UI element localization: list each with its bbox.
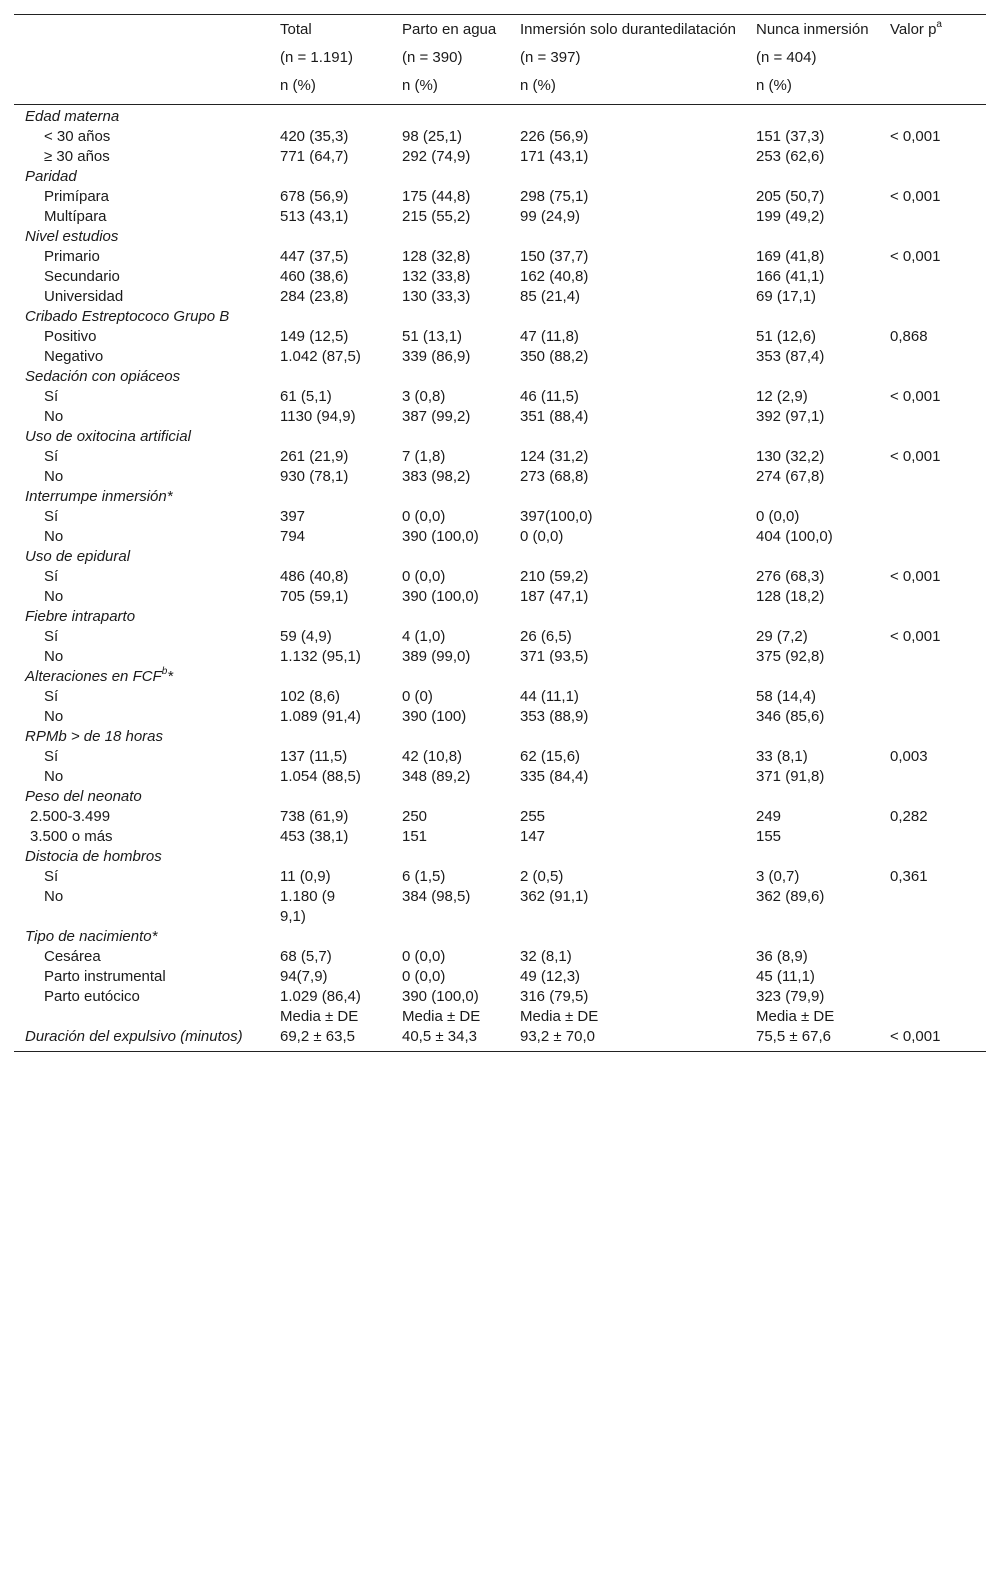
cell-never: 199 (49,2) [756, 208, 825, 225]
cell-water: 390 (100) [402, 708, 467, 725]
cell-dilation: Media ± DE [520, 1008, 599, 1025]
cell-dilation: 99 (24,9) [520, 208, 581, 225]
cell-dilation: 47 (11,8) [520, 328, 579, 345]
cell-total: 261 (21,9) [280, 448, 349, 465]
section-label [14, 307, 986, 327]
cell-never: 375 (92,8) [756, 648, 825, 665]
cell-dilation: 353 (88,9) [520, 708, 589, 725]
cell-water: 128 (32,8) [402, 248, 471, 265]
section-row [14, 787, 986, 807]
row-label: Duración del expulsivo (minutos) [14, 1027, 280, 1052]
section-label-text: Edad materna [25, 108, 120, 125]
header-row-labels [14, 15, 986, 49]
cell-never: 346 (85,6) [756, 708, 825, 725]
section-label [14, 927, 986, 947]
cell-dilation: 26 (6,5) [520, 628, 572, 645]
cell-total: 460 (38,6) [280, 268, 349, 285]
table-row [14, 827, 986, 847]
cell-p-value [890, 207, 986, 227]
row-label: ≥ 30 años [44, 148, 110, 165]
section-label [14, 847, 986, 867]
header-p-label: Valor p [890, 21, 937, 38]
cell-total: 94(7,9) [280, 968, 328, 985]
cell-water: 250 [402, 808, 428, 825]
table-row [14, 147, 986, 167]
header-pct-total: n (%) [280, 76, 402, 105]
cell-total: 1.180 (9 9,1) [280, 888, 336, 925]
cell-p-value [890, 287, 986, 307]
cell-water: 383 (98,2) [402, 468, 471, 485]
section-row [14, 667, 986, 687]
cell-never: 353 (87,4) [756, 348, 825, 365]
header-row-n [14, 48, 986, 76]
cell-water: 7 (1,8) [402, 448, 446, 465]
cell-water: 151 [402, 828, 428, 845]
cell-water: 3 (0,8) [402, 388, 446, 405]
cell-water: 390 (100,0) [402, 988, 479, 1005]
table-row [14, 887, 986, 927]
cell-never: 33 (8,1) [756, 748, 808, 765]
cell-water: 4 (1,0) [402, 628, 446, 645]
row-label: No [44, 648, 64, 665]
cell-dilation: 298 (75,1) [520, 188, 589, 205]
section-label [14, 607, 986, 627]
table-row [14, 687, 986, 707]
header-p-footnote: a [936, 19, 942, 30]
cell-p-value [890, 987, 986, 1007]
cell-dilation: 226 (56,9) [520, 128, 589, 145]
section-label [14, 667, 986, 687]
cell-water: 292 (74,9) [402, 148, 471, 165]
cell-water: 390 (100,0) [402, 528, 479, 545]
header-n-total: (n = 1.191) [280, 49, 353, 66]
cell-p-value [890, 507, 986, 527]
header-empty [14, 15, 280, 49]
cell-total: 678 (56,9) [280, 188, 349, 205]
cell-p-value [890, 707, 986, 727]
cell-never: 274 (67,8) [756, 468, 825, 485]
cell-p-value: 0,282 [890, 808, 928, 825]
cell-p-value: < 0,001 [890, 1027, 986, 1052]
header-pct-never: n (%) [756, 76, 890, 105]
row-label: Sí [44, 688, 59, 705]
cell-water: 348 (89,2) [402, 768, 471, 785]
table-row [14, 747, 986, 767]
cell-never: 75,5 ± 67,6 [756, 1027, 890, 1052]
table-row [14, 867, 986, 887]
cell-total: 1.054 (88,5) [280, 768, 361, 785]
cell-p-value [890, 347, 986, 367]
header-n-water: (n = 390) [402, 49, 463, 66]
row-label: Sí [44, 748, 59, 765]
cell-dilation: 93,2 ± 70,0 [520, 1027, 756, 1052]
cell-water: 215 (55,2) [402, 208, 471, 225]
section-label [14, 427, 986, 447]
cell-water: 51 (13,1) [402, 328, 463, 345]
row-label: Secundario [44, 268, 120, 285]
row-label: Negativo [44, 348, 104, 365]
table-row [14, 807, 986, 827]
cell-never: 392 (97,1) [756, 408, 825, 425]
table-row [14, 567, 986, 587]
cell-p-value [890, 587, 986, 607]
section-row [14, 487, 986, 507]
cell-dilation: 150 (37,7) [520, 248, 589, 265]
cell-never: 130 (32,2) [756, 448, 825, 465]
cell-p-value: < 0,001 [890, 248, 941, 265]
cell-dilation: 316 (79,5) [520, 988, 589, 1005]
cell-total: 69,2 ± 63,5 [280, 1027, 402, 1052]
cell-water: 387 (99,2) [402, 408, 471, 425]
section-row [14, 105, 986, 128]
table-row [14, 627, 986, 647]
header-row-units [14, 76, 986, 105]
cell-water: 0 (0,0) [402, 508, 446, 525]
cell-never: 276 (68,3) [756, 568, 825, 585]
section-label [14, 487, 986, 507]
table-row [14, 247, 986, 267]
cell-never: 0 (0,0) [756, 508, 800, 525]
row-label: Parto eutócico [44, 988, 140, 1005]
cell-never: 58 (14,4) [756, 688, 817, 705]
section-row [14, 847, 986, 867]
cell-dilation: 85 (21,4) [520, 288, 581, 305]
row-label: No [44, 768, 64, 785]
cell-never: 371 (91,8) [756, 768, 825, 785]
table-row [14, 1027, 986, 1052]
cell-never: Media ± DE [756, 1008, 835, 1025]
cell-never: 404 (100,0) [756, 528, 833, 545]
cell-total: 771 (64,7) [280, 148, 349, 165]
section-label-text: Tipo de nacimiento [25, 928, 152, 945]
section-row [14, 307, 986, 327]
cell-water: 98 (25,1) [402, 128, 463, 145]
cell-water: 384 (98,5) [402, 888, 471, 905]
section-label-text: Distocia de hombros [25, 848, 162, 865]
cell-total: 447 (37,5) [280, 248, 349, 265]
cell-never: 29 (7,2) [756, 628, 808, 645]
cell-total: 59 (4,9) [280, 628, 332, 645]
cell-dilation: 350 (88,2) [520, 348, 589, 365]
cell-p-value [890, 967, 986, 987]
cell-p-value: < 0,001 [890, 568, 941, 585]
table-row [14, 527, 986, 547]
cell-p-value [890, 887, 986, 927]
cell-never: 128 (18,2) [756, 588, 825, 605]
cell-dilation: 371 (93,5) [520, 648, 589, 665]
cell-total: 738 (61,9) [280, 808, 349, 825]
row-label: No [44, 528, 64, 545]
cell-never: 253 (62,6) [756, 148, 825, 165]
table-row [14, 127, 986, 147]
cell-water: 0 (0,0) [402, 948, 446, 965]
section-label-text: Uso de oxitocina artificial [25, 428, 191, 445]
cell-never: 45 (11,1) [756, 968, 815, 985]
cell-p-value: < 0,001 [890, 128, 941, 145]
table-header [14, 15, 986, 105]
cell-p-value: < 0,001 [890, 628, 941, 645]
section-label-footnote: b [161, 666, 168, 677]
table-row [14, 647, 986, 667]
cell-water: Media ± DE [402, 1008, 481, 1025]
row-label: Cesárea [44, 948, 101, 965]
cell-total: 102 (8,6) [280, 688, 341, 705]
header-water: Parto en agua [402, 15, 520, 49]
cell-total: 453 (38,1) [280, 828, 349, 845]
cell-p-value: < 0,001 [890, 388, 941, 405]
cell-dilation: 171 (43,1) [520, 148, 589, 165]
cell-water: 130 (33,3) [402, 288, 471, 305]
cell-never: 151 (37,3) [756, 128, 825, 145]
cell-dilation: 187 (47,1) [520, 588, 589, 605]
table-row [14, 447, 986, 467]
row-label: No [44, 708, 64, 725]
section-row [14, 547, 986, 567]
table-row [14, 467, 986, 487]
cell-water: 175 (44,8) [402, 188, 471, 205]
section-label [14, 227, 986, 247]
row-label: Primípara [44, 188, 110, 205]
cell-p-value [890, 827, 986, 847]
cell-water: 6 (1,5) [402, 868, 446, 885]
section-label-text: Interrumpe inmersión [25, 488, 167, 505]
cell-dilation: 255 [520, 808, 546, 825]
section-label [14, 367, 986, 387]
section-row [14, 427, 986, 447]
table-row [14, 587, 986, 607]
results-table [14, 14, 986, 1052]
section-row [14, 227, 986, 247]
cell-water: 0 (0,0) [402, 568, 446, 585]
row-label: Sí [44, 628, 59, 645]
row-label: Universidad [44, 288, 124, 305]
cell-p-value [890, 527, 986, 547]
cell-p-value [890, 267, 986, 287]
cell-total: 705 (59,1) [280, 588, 349, 605]
cell-p-value [890, 947, 986, 967]
cell-total: 1130 (94,9) [280, 408, 356, 425]
cell-total: 794 [280, 528, 306, 545]
row-label: No [44, 408, 64, 425]
cell-water: 390 (100,0) [402, 588, 479, 605]
cell-never: 12 (2,9) [756, 388, 808, 405]
section-label [14, 105, 986, 128]
section-row [14, 727, 986, 747]
cell-total: 61 (5,1) [280, 388, 332, 405]
cell-total: 1.042 (87,5) [280, 348, 361, 365]
header-n-never: (n = 404) [756, 49, 817, 66]
cell-total: 420 (35,3) [280, 128, 349, 145]
cell-p-value [890, 1007, 986, 1027]
row-label: Sí [44, 508, 59, 525]
section-label [14, 787, 986, 807]
cell-p-value: 0,868 [890, 328, 928, 345]
cell-dilation: 32 (8,1) [520, 948, 572, 965]
cell-dilation: 46 (11,5) [520, 388, 579, 405]
cell-water: 40,5 ± 34,3 [402, 1027, 520, 1052]
cell-total: 1.132 (95,1) [280, 648, 361, 665]
table-row [14, 347, 986, 367]
cell-never: 362 (89,6) [756, 888, 825, 905]
section-label-text: RPMb > de 18 horas [25, 728, 163, 745]
cell-p-value [890, 467, 986, 487]
header-dilation: Inmersión solo durantedilatación [520, 15, 756, 49]
cell-total: 137 (11,5) [280, 748, 348, 765]
header-never: Nunca inmersión [756, 15, 890, 49]
section-label-text: Paridad [25, 168, 77, 185]
header-p [890, 15, 986, 49]
section-label [14, 727, 986, 747]
cell-p-value [890, 767, 986, 787]
cell-dilation: 124 (31,2) [520, 448, 589, 465]
section-label-asterisk: * [151, 928, 158, 945]
cell-never: 3 (0,7) [756, 868, 800, 885]
table-row [14, 327, 986, 347]
cell-p-value: 0,361 [890, 868, 928, 885]
row-label: No [44, 468, 64, 485]
row-label: Parto instrumental [44, 968, 166, 985]
section-label-text: Peso del neonato [25, 788, 142, 805]
cell-dilation: 397(100,0) [520, 508, 593, 525]
cell-dilation: 162 (40,8) [520, 268, 589, 285]
section-row [14, 607, 986, 627]
cell-dilation: 62 (15,6) [520, 748, 581, 765]
cell-total: 1.029 (86,4) [280, 988, 361, 1005]
cell-total: 149 (12,5) [280, 328, 349, 345]
cell-p-value: 0,003 [890, 748, 928, 765]
header-pct-dilation: n (%) [520, 76, 756, 105]
section-row [14, 927, 986, 947]
cell-total: 930 (78,1) [280, 468, 349, 485]
table-row [14, 187, 986, 207]
cell-dilation: 0 (0,0) [520, 528, 564, 545]
cell-never: 249 [756, 808, 782, 825]
cell-dilation: 147 [520, 828, 546, 845]
row-label: 3.500 o más [30, 828, 113, 845]
table-row [14, 207, 986, 227]
cell-p-value [890, 647, 986, 667]
section-label [14, 547, 986, 567]
table-row [14, 707, 986, 727]
row-label: < 30 años [44, 128, 111, 145]
cell-never: 36 (8,9) [756, 948, 808, 965]
cell-never: 51 (12,6) [756, 328, 817, 345]
table-row [14, 287, 986, 307]
section-label-asterisk: * [167, 668, 174, 685]
cell-water: 0 (0) [402, 688, 433, 705]
row-label: Sí [44, 868, 59, 885]
cell-water: 0 (0,0) [402, 968, 446, 985]
cell-p-value: < 0,001 [890, 188, 941, 205]
table-row [14, 1007, 986, 1027]
row-label: Sí [44, 388, 59, 405]
cell-total: 397 [280, 508, 306, 525]
cell-water: 132 (33,8) [402, 268, 471, 285]
row-label: Sí [44, 448, 59, 465]
cell-dilation: 362 (91,1) [520, 888, 589, 905]
row-label: 2.500-3.499 [30, 808, 111, 825]
cell-total: 68 (5,7) [280, 948, 332, 965]
cell-dilation: 44 (11,1) [520, 688, 579, 705]
cell-dilation: 335 (84,4) [520, 768, 589, 785]
cell-water: 339 (86,9) [402, 348, 471, 365]
cell-never: 155 [756, 828, 782, 845]
header-n-dilation: (n = 397) [520, 49, 581, 66]
section-label-text: Fiebre intraparto [25, 608, 136, 625]
cell-dilation: 273 (68,8) [520, 468, 589, 485]
row-label: Multípara [44, 208, 107, 225]
section-label-asterisk: * [166, 488, 173, 505]
header-pct-water: n (%) [402, 76, 520, 105]
cell-dilation: 49 (12,3) [520, 968, 581, 985]
cell-total: 284 (23,8) [280, 288, 349, 305]
section-row [14, 167, 986, 187]
table-row [14, 767, 986, 787]
table-row [14, 407, 986, 427]
section-label [14, 167, 986, 187]
cell-water: 42 (10,8) [402, 748, 463, 765]
cell-water: 389 (99,0) [402, 648, 471, 665]
section-label-text: Alteraciones en FCF [25, 668, 162, 685]
table-row [14, 947, 986, 967]
header-total: Total [280, 15, 402, 49]
cell-total: Media ± DE [280, 1008, 359, 1025]
section-label-text: Cribado Estreptococo Grupo B [25, 308, 230, 325]
table-row [14, 267, 986, 287]
cell-never: 205 (50,7) [756, 188, 825, 205]
row-label: Sí [44, 568, 59, 585]
table-row [14, 387, 986, 407]
table-row [14, 987, 986, 1007]
cell-never: 169 (41,8) [756, 248, 825, 265]
cell-never: 323 (79,9) [756, 988, 825, 1005]
section-label-text: Uso de epidural [25, 548, 131, 565]
cell-total: 513 (43,1) [280, 208, 349, 225]
section-label-text: Nivel estudios [25, 228, 119, 245]
table-body [14, 105, 986, 1052]
row-label: Positivo [44, 328, 97, 345]
section-row [14, 367, 986, 387]
cell-p-value [890, 687, 986, 707]
cell-total: 1.089 (91,4) [280, 708, 361, 725]
cell-p-value: < 0,001 [890, 448, 941, 465]
row-label: Primario [44, 248, 100, 265]
cell-dilation: 351 (88,4) [520, 408, 589, 425]
table-row [14, 967, 986, 987]
cell-dilation: 2 (0,5) [520, 868, 564, 885]
cell-never: 69 (17,1) [756, 288, 817, 305]
row-label: No [44, 588, 64, 605]
cell-never: 166 (41,1) [756, 268, 825, 285]
table-row [14, 507, 986, 527]
row-label [14, 1007, 280, 1027]
cell-p-value [890, 147, 986, 167]
cell-p-value [890, 407, 986, 427]
cell-total: 11 (0,9) [280, 868, 331, 885]
section-label-text: Sedación con opiáceos [25, 368, 181, 385]
cell-dilation: 210 (59,2) [520, 568, 589, 585]
cell-total: 486 (40,8) [280, 568, 349, 585]
row-label: No [44, 888, 64, 905]
